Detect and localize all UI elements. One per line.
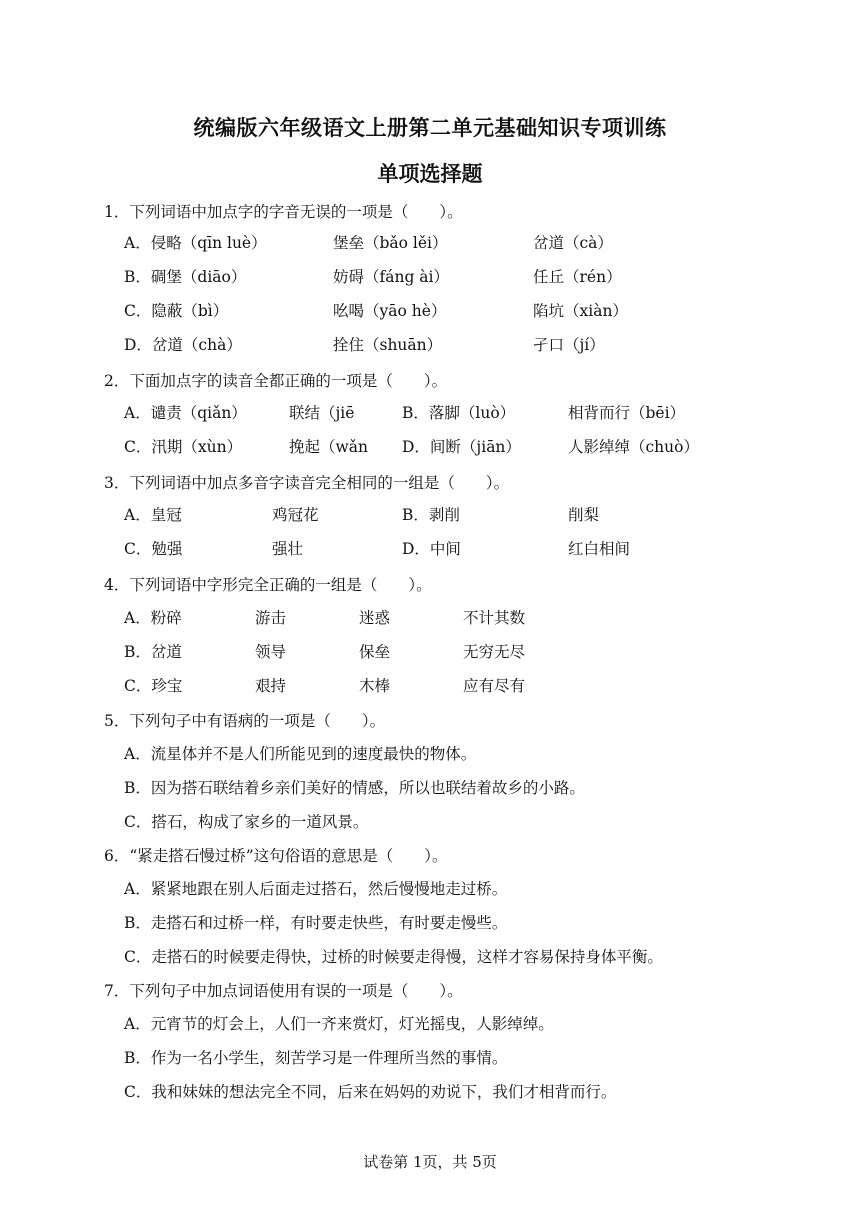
- option-cell: C．汛期（xùn）: [124, 438, 243, 456]
- option-cell: 强壮: [272, 540, 304, 558]
- option-cell: B．碉堡（diāo）: [124, 268, 247, 286]
- question-6-stem: 6．“紧走搭石慢过桥”这句俗语的意思是（ ）。: [104, 847, 448, 865]
- question-4-stem: 4．下列词语中字形完全正确的一组是（ ）。: [104, 576, 432, 594]
- question-5-option: A．流星体并不是人们所能见到的速度最快的物体。: [124, 745, 477, 763]
- question-2-stem: 2．下面加点字的读音全都正确的一项是（ ）。: [104, 372, 448, 390]
- option-cell: 妨碍（fáng ài）: [333, 268, 450, 286]
- option-cell: A．皇冠: [124, 506, 182, 524]
- question-5-option: C．搭石，构成了家乡的一道风景。: [124, 813, 369, 831]
- option-cell: 相背而行（bēi）: [568, 404, 686, 422]
- option-cell: C．勉强: [124, 540, 183, 558]
- question-6-option: B．走搭石和过桥一样，有时要走快些，有时要走慢些。: [124, 914, 508, 932]
- option-cell: D．间断（jiān）: [402, 438, 521, 456]
- option-cell: A．粉碎: [124, 609, 182, 627]
- page-footer: 试卷第 1页，共 5页: [363, 1153, 497, 1171]
- question-6-option: A．紧紧地跟在别人后面走过搭石，然后慢慢地走过桥。: [124, 880, 508, 898]
- option-cell: D．岔道（chà）: [124, 336, 242, 354]
- option-cell: 迷惑: [359, 609, 391, 627]
- option-cell: 红白相间: [568, 540, 631, 558]
- option-cell: D．中间: [402, 540, 461, 558]
- option-cell: 保垒: [359, 643, 391, 661]
- question-7-option: A．元宵节的灯会上，人们一齐来赏灯，灯光摇曳，人影绰绰。: [124, 1015, 554, 1033]
- question-7-stem: 7．下列句子中加点词语使用有误的一项是（ ）。: [104, 982, 463, 1000]
- option-cell: 游击: [255, 609, 287, 627]
- option-cell: 应有尽有: [463, 677, 526, 695]
- option-cell: 堡垒（bǎo lěi）: [333, 234, 448, 252]
- option-cell: A．谴责（qiǎn）: [124, 404, 247, 422]
- option-cell: A．侵略（qīn luè）: [124, 234, 267, 252]
- option-cell: B．剥削: [402, 506, 460, 524]
- option-cell: 孑口（jí）: [533, 336, 605, 354]
- option-cell: 削梨: [568, 506, 600, 524]
- option-cell: 领导: [255, 643, 287, 661]
- option-cell: B．落脚（luò）: [402, 404, 516, 422]
- option-cell: B．岔道: [124, 643, 182, 661]
- option-cell: 人影绰绰（chuò）: [568, 438, 699, 456]
- question-6-option: C．走搭石的时候要走得快，过桥的时候要走得慢，这样才容易保持身体平衡。: [124, 948, 663, 966]
- option-cell: 联结（jiē: [289, 404, 355, 422]
- option-cell: 吆喝（yāo hè）: [333, 302, 447, 320]
- question-3-stem: 3．下列词语中加点多音字读音完全相同的一组是（ ）。: [104, 474, 510, 492]
- option-cell: 陷坑（xiàn）: [533, 302, 628, 320]
- question-7-option: C．我和妹妹的想法完全不同，后来在妈妈的劝说下，我们才相背而行。: [124, 1083, 617, 1101]
- question-5-option: B．因为搭石联结着乡亲们美好的情感，所以也联结着故乡的小路。: [124, 779, 585, 797]
- document-title: 统编版六年级语文上册第二单元基础知识专项训练: [193, 115, 667, 140]
- option-cell: C．隐蔽（bì）: [124, 302, 229, 320]
- option-cell: 无穷无尽: [463, 643, 526, 661]
- option-cell: 任丘（rén）: [533, 268, 622, 286]
- option-cell: 不计其数: [463, 609, 526, 627]
- option-cell: 拴住（shuān）: [333, 336, 443, 354]
- option-cell: 挽起（wǎn: [289, 438, 368, 456]
- option-cell: 木棒: [359, 677, 391, 695]
- section-title: 单项选择题: [377, 161, 483, 186]
- option-cell: C．珍宝: [124, 677, 183, 695]
- option-cell: 艰持: [255, 677, 287, 695]
- option-cell: 岔道（cà）: [533, 234, 613, 252]
- option-cell: 鸡冠花: [272, 506, 319, 524]
- question-7-option: B．作为一名小学生，刻苦学习是一件理所当然的事情。: [124, 1049, 508, 1067]
- question-5-stem: 5．下列句子中有语病的一项是（ ）。: [104, 712, 386, 730]
- question-1-stem: 1．下列词语中加点字的字音无误的一项是（ ）。: [104, 203, 463, 221]
